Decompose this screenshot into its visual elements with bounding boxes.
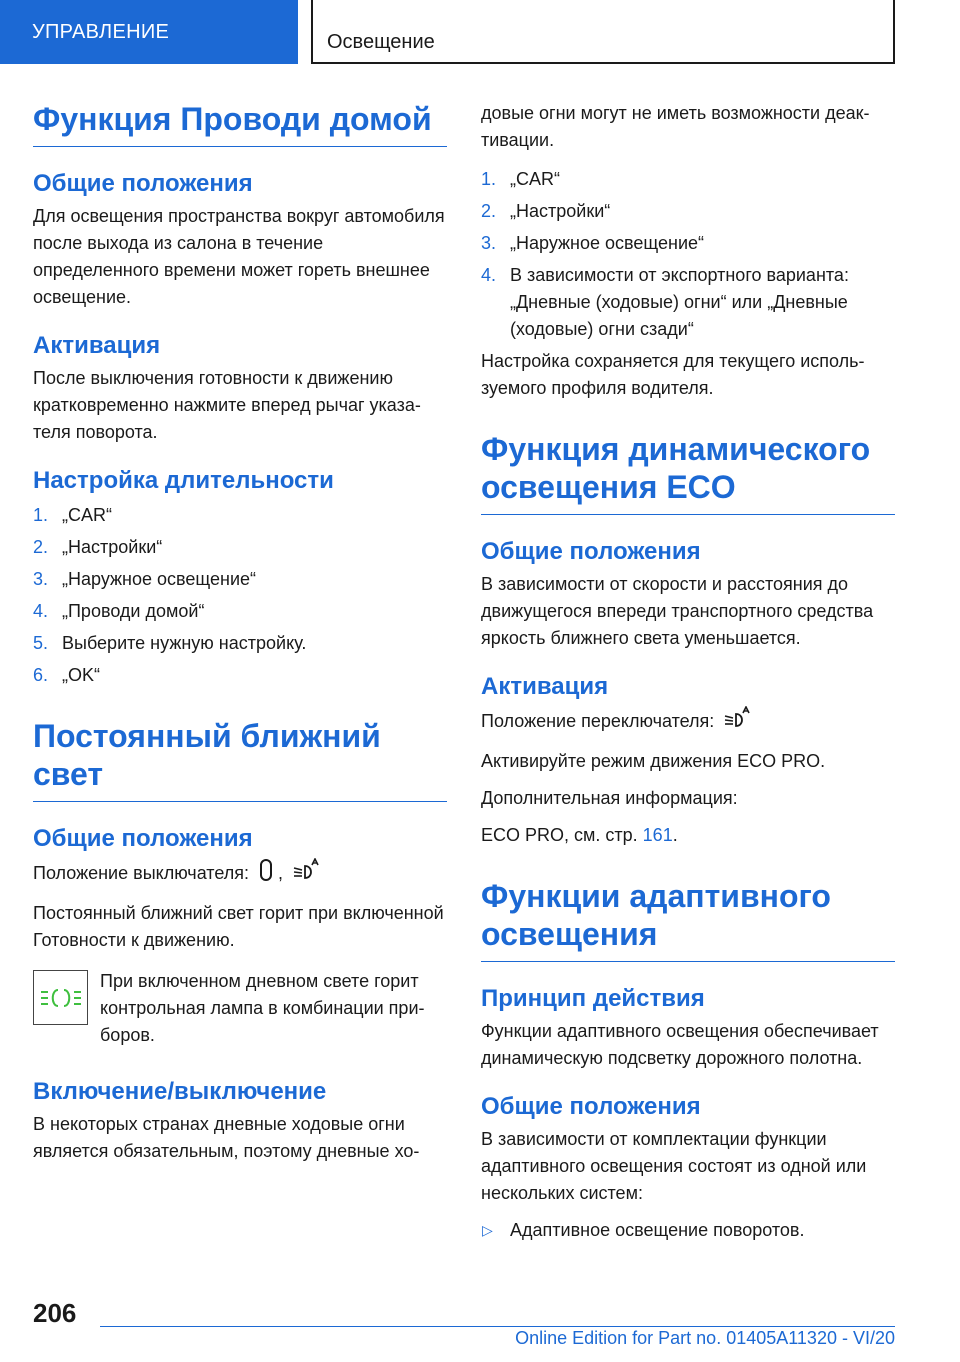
eco-pro-reference: ECO PRO, см. стр. 161.: [481, 825, 678, 845]
heading-activation-1: Активация: [33, 332, 161, 359]
header-topic-label: Освещение: [311, 0, 895, 64]
heading-principle: Принцип действия: [481, 985, 705, 1012]
list-item: 3. „Наружное освещение“: [33, 569, 257, 589]
footer-edition: Online Edition for Part no. 01405A11320 - VI/20: [515, 1328, 895, 1348]
list-item: 6. „OK“: [33, 665, 100, 685]
footer-divider: [100, 1326, 895, 1327]
drl-note-text: При включенном дневном свете горит контрольная лампа в комбинации приборов.: [100, 971, 425, 1045]
right-column: [481, 100, 895, 1244]
drl-note: [33, 968, 447, 1049]
heading-general-3: Общие положения: [481, 538, 701, 565]
list-item: 1. „CAR“: [481, 169, 560, 189]
heading-general-1: Общие положения: [33, 170, 253, 197]
left-column: [33, 100, 447, 1165]
page-link[interactable]: 161: [642, 825, 673, 845]
daytime-running-lights-icon: [33, 970, 88, 1025]
paragraph-general-1: Для освещения пространства вокруг автомобиля после выхода из салона в течение определенного времени может гореть внешнее освещение.: [33, 206, 445, 307]
list-item: 1. „CAR“: [33, 505, 112, 525]
paragraph-continued: довые огни могут не иметь возможности деактивации.: [481, 103, 870, 150]
list-item: 4. В зависимости от экспортного варианта: „Дневные (ходовые) огни“ или „Дневные (ходовые) огни сзади“: [481, 265, 849, 339]
heading-duration-setting: Настройка длительности: [33, 467, 334, 494]
switch-off-icon: [258, 858, 274, 890]
list-item: 2. „Настройки“: [33, 537, 163, 557]
low-beam-auto-icon: [723, 706, 751, 738]
list-item: 4. „Проводи домой“: [33, 601, 205, 621]
switch-position-line: Положение выключателя: ,: [33, 858, 447, 890]
drl-steps-list: [481, 166, 895, 343]
heading-follow-me-home: Функция Проводи домой: [33, 100, 447, 147]
triangle-bullet-icon: ▷: [482, 1222, 493, 1238]
heading-on-off: Включение/выключение: [33, 1078, 327, 1105]
list-item: 2. „Настройки“: [481, 201, 611, 221]
paragraph-permanent-low-beam: Постоянный ближний свет горит при включенной Готовности к движению.: [33, 903, 444, 950]
page-number: 206: [33, 1298, 77, 1328]
duration-steps-list: [33, 502, 447, 689]
paragraph-activation-1: После выключения готовности к движению кратковременно нажмите вперед рычаг указателя поворота.: [33, 368, 421, 442]
heading-activation-2: Активация: [481, 673, 609, 700]
heading-permanent-low-beam: Постоянный ближний свет: [33, 717, 447, 802]
header-section-label: УПРАВЛЕНИЕ: [0, 0, 298, 64]
switch-position-line-2: Положение переключателя:: [481, 706, 895, 738]
low-beam-auto-icon: [292, 858, 320, 890]
paragraph-activate-eco: Активируйте режим движения ECO PRO.: [481, 751, 826, 771]
paragraph-more-info: Дополнительная информация:: [481, 788, 738, 808]
list-item: 3. „Наружное освещение“: [481, 233, 705, 253]
list-item: 5. Выберите нужную настройку.: [33, 633, 307, 653]
heading-general-4: Общие положения: [481, 1093, 701, 1120]
heading-general-2: Общие положения: [33, 825, 253, 852]
paragraph-on-off: В некоторых странах дневные ходовые огни является обязательным, поэтому дневные хо-: [33, 1114, 420, 1161]
paragraph-principle: Функции адаптивного освещения обеспечивает динамическую подсветку дорожного полотна.: [481, 1021, 879, 1068]
list-item: ▷ Адаптивное освещение поворотов.: [481, 1217, 895, 1244]
paragraph-eco-general: В зависимости от скорости и расстояния до движущегося впереди транспортного средства яркость ближнего света уменьшается.: [481, 574, 874, 648]
heading-eco-lighting: Функция динамического освещения ECO: [481, 430, 895, 515]
paragraph-setting-saved: Настройка сохраняется для текущего используемого профиля водителя.: [481, 351, 865, 398]
heading-adaptive-lighting: Функции адаптивного освещения: [481, 877, 895, 962]
paragraph-adaptive-general: В зависимости от комплектации функции адаптивного освещения состоят из одной или нескольких систем:: [481, 1129, 867, 1203]
